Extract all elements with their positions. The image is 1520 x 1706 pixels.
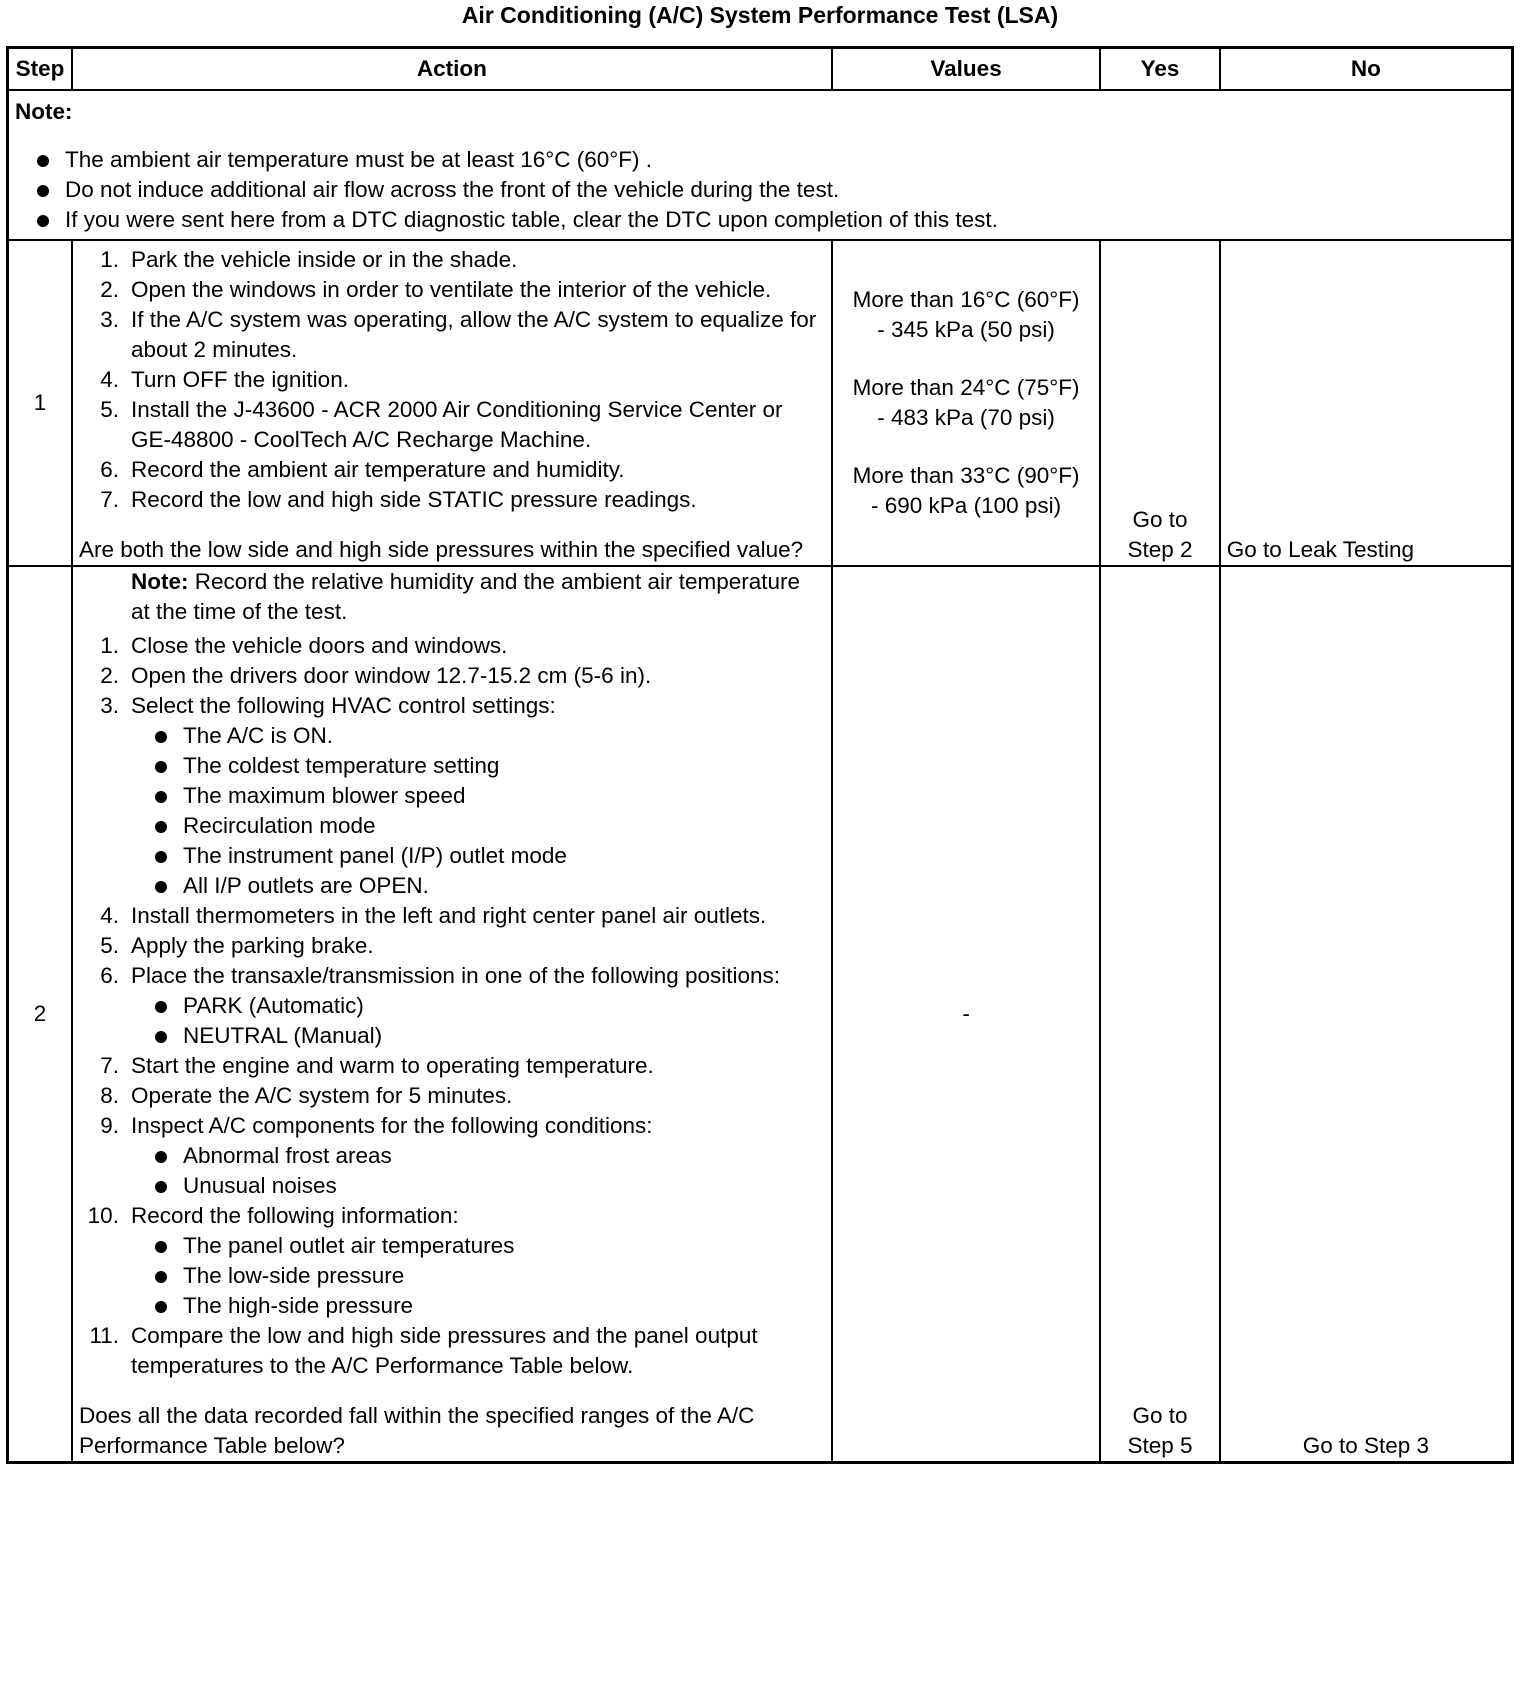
action-item: 10. Record the following information: The panel outlet air temperatures The low-side pressure The high-side pressure — [79, 1201, 825, 1321]
step-2-action-list — [79, 631, 825, 1381]
action-item: 1. Park the vehicle inside or in the shade. — [100, 247, 518, 272]
action-item: 4. Install thermometers in the left and right center panel air outlets. — [100, 903, 767, 928]
step-2-note: Note: Record the relative humidity and the ambient air temperature at the time of the test. — [130, 569, 801, 624]
sub-item: The high-side pressure — [131, 1291, 825, 1321]
step-2-action — [72, 566, 832, 1463]
step-number: 2 — [8, 566, 72, 1463]
step-number: 1 — [8, 240, 72, 566]
hvac-settings-list — [131, 721, 825, 901]
action-item: 7. Start the engine and warm to operating temperature. — [100, 1053, 654, 1078]
step-1-question: Are both the low side and high side pressures within the specified value? — [78, 537, 804, 562]
note-item: If you were sent here from a DTC diagnostic table, clear the DTC upon completion of this test. — [15, 205, 1505, 235]
sub-item: Unusual noises — [131, 1171, 825, 1201]
step-2-no: Go to Step 3 — [1220, 566, 1513, 1463]
action-item: 11. Compare the low and high side pressures and the panel output temperatures to the A/C Performance Table below. — [89, 1323, 758, 1378]
action-item: 6. Record the ambient air temperature and humidity. — [100, 457, 625, 482]
page-title: Air Conditioning (A/C) System Performance Test (LSA) — [461, 2, 1059, 28]
value-entry: More than 16°C (60°F) - 345 kPa (50 psi) — [852, 287, 1080, 342]
note-cell — [8, 90, 1513, 240]
step-1-action-list — [79, 245, 825, 515]
action-item: 3. Select the following HVAC control settings: The A/C is ON. The coldest temperature setting The maximum blower speed Recirculation mode The instrument panel (I/P) outlet mode All I/P outlets are OPEN. — [79, 691, 825, 901]
value-entry: More than 24°C (75°F) - 483 kPa (70 psi) — [852, 375, 1080, 430]
sub-item: The instrument panel (I/P) outlet mode — [131, 841, 825, 871]
sub-item: The coldest temperature setting — [131, 751, 825, 781]
action-item: 2. Open the drivers door window 12.7-15.2 cm (5-6 in). — [100, 663, 652, 688]
note-list — [15, 145, 1505, 235]
step-1-no: Go to Leak Testing — [1220, 240, 1513, 566]
action-item: 6. Place the transaxle/transmission in one of the following positions: PARK (Automatic) NEUTRAL (Manual) — [79, 961, 825, 1051]
step-2-values: - — [832, 566, 1100, 1463]
step-2-question: Does all the data recorded fall within the specified ranges of the A/C Performance Table below? — [78, 1403, 755, 1458]
step-1-action — [72, 240, 832, 566]
header-yes: Yes — [1100, 48, 1219, 91]
sub-item: NEUTRAL (Manual) — [131, 1021, 825, 1051]
note-item: The ambient air temperature must be at least 16°C (60°F) . — [15, 145, 1505, 175]
sub-item: The panel outlet air temperatures — [131, 1231, 825, 1261]
note-label: Note: — [15, 99, 73, 124]
step-2-yes: Go to Step 5 — [1100, 566, 1219, 1463]
inspection-conditions-list — [131, 1141, 825, 1201]
note-item: Do not induce additional air flow across the front of the vehicle during the test. — [15, 175, 1505, 205]
sub-item: The maximum blower speed — [131, 781, 825, 811]
sub-item: PARK (Automatic) — [131, 991, 825, 1021]
header-row — [8, 48, 1513, 91]
action-item: 5. Apply the parking brake. — [100, 933, 374, 958]
transmission-positions-list — [131, 991, 825, 1051]
action-item: 4. Turn OFF the ignition. — [100, 367, 349, 392]
record-info-list — [131, 1231, 825, 1321]
action-item: 8. Operate the A/C system for 5 minutes. — [100, 1083, 513, 1108]
sub-item: Abnormal frost areas — [131, 1141, 825, 1171]
header-action: Action — [72, 48, 832, 91]
action-item: 7. Record the low and high side STATIC pressure readings. — [100, 487, 697, 512]
action-item: 3. If the A/C system was operating, allow the A/C system to equalize for about 2 minutes. — [100, 307, 817, 362]
sub-item: The A/C is ON. — [131, 721, 825, 751]
diagnostic-table — [6, 46, 1514, 1464]
sub-item: Recirculation mode — [131, 811, 825, 841]
action-item: 5. Install the J-43600 - ACR 2000 Air Conditioning Service Center or GE-48800 - CoolTech A/C Recharge Machine. — [100, 397, 783, 452]
step-1-values — [832, 240, 1100, 566]
header-step: Step — [8, 48, 72, 91]
sub-item: All I/P outlets are OPEN. — [131, 871, 825, 901]
step-2-row — [8, 566, 1513, 1463]
step-1-yes: Go to Step 2 — [1100, 240, 1219, 566]
action-item: 1. Close the vehicle doors and windows. — [100, 633, 508, 658]
step-1-row — [8, 240, 1513, 566]
header-values: Values — [832, 48, 1100, 91]
action-item: 9. Inspect A/C components for the following conditions: Abnormal frost areas Unusual noises — [79, 1111, 825, 1201]
note-row — [8, 90, 1513, 240]
header-no: No — [1220, 48, 1513, 91]
action-item: 2. Open the windows in order to ventilate the interior of the vehicle. — [100, 277, 772, 302]
sub-item: The low-side pressure — [131, 1261, 825, 1291]
value-entry: More than 33°C (90°F) - 690 kPa (100 psi) — [852, 463, 1080, 518]
